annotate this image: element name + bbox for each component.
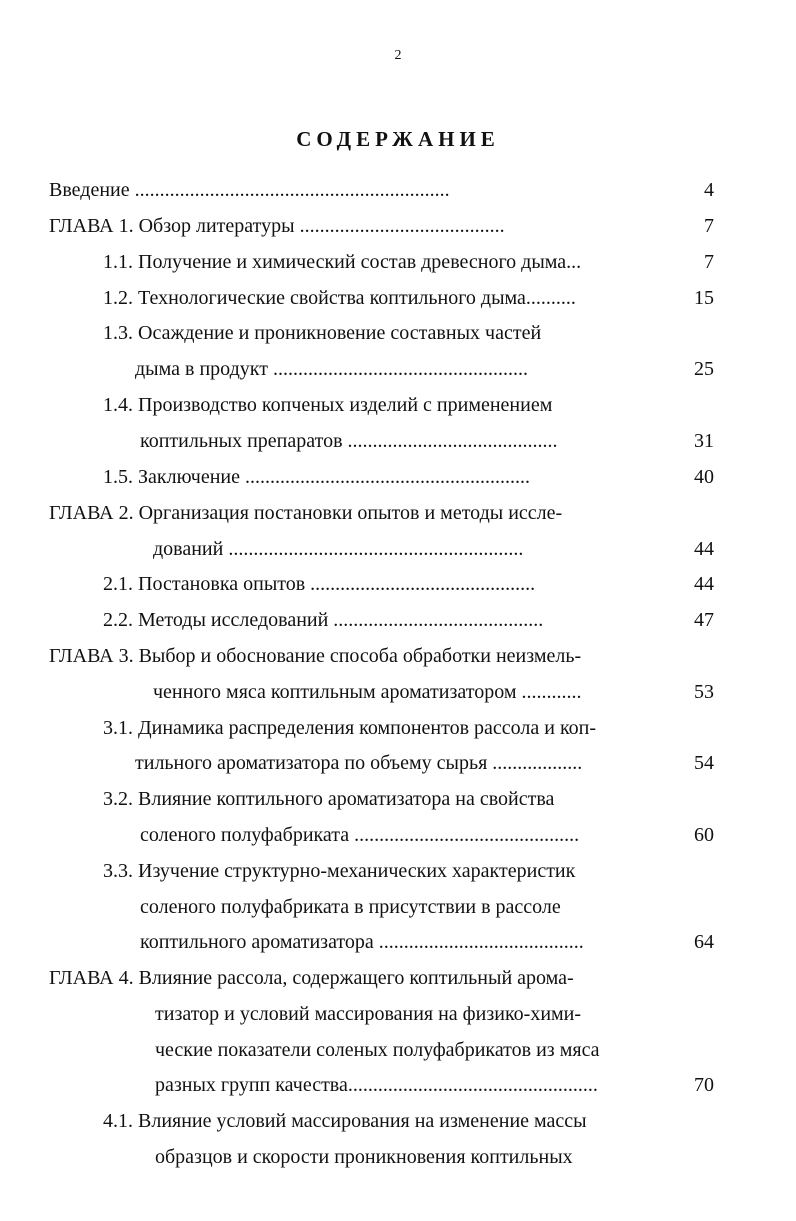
toc-entry: ГЛАВА 1. Обзор литературы ......................................... (49, 215, 505, 237)
toc-entry: 2.1. Постановка опытов ............................................. (103, 573, 536, 595)
page-title: СОДЕРЖАНИЕ (296, 127, 500, 151)
toc-page: 7 (704, 215, 714, 237)
toc-entry: соленого полуфабриката ............................................. (140, 824, 580, 846)
toc-entry: образцов и скорости проникновения коптильных (155, 1146, 573, 1168)
toc-entry: 3.2. Влияние коптильного ароматизатора на свойства (103, 788, 555, 810)
toc-entry: дований ........................................................... (153, 538, 524, 560)
toc-entry: соленого полуфабриката в присутствии в рассоле (140, 896, 561, 918)
toc-entry: 1.5. Заключение ......................................................... (103, 466, 530, 488)
toc-entry: 4.1. Влияние условий массирования на изменение массы (103, 1110, 587, 1132)
toc-page: 25 (694, 358, 714, 380)
toc-page: 31 (694, 430, 714, 452)
toc-entry: 3.3. Изучение структурно-механических характеристик (103, 860, 576, 882)
toc-page: 60 (694, 824, 714, 846)
toc-entry: тильного ароматизатора по объему сырья .................. (135, 752, 583, 774)
toc-page: 64 (694, 931, 714, 953)
toc-page: 44 (694, 573, 714, 595)
toc-page: 53 (694, 681, 714, 703)
toc-entry: ченного мяса коптильным ароматизатором ............ (153, 681, 582, 703)
toc-page: 70 (694, 1074, 714, 1096)
toc-entry: разных групп качества.................................................. (155, 1074, 598, 1096)
toc-page: 4 (704, 179, 714, 201)
toc-entry: Введение ............................................................... (49, 179, 450, 201)
page-number: 2 (394, 48, 402, 63)
toc-page: 44 (694, 538, 714, 560)
toc-entry: 1.4. Производство копченых изделий с применением (103, 394, 553, 416)
toc-entry: коптильного ароматизатора ......................................... (140, 931, 584, 953)
toc-entry: ГЛАВА 4. Влияние рассола, содержащего коптильный арома- (49, 967, 574, 989)
toc-entry: ГЛАВА 3. Выбор и обоснование способа обработки неизмель- (49, 645, 582, 667)
toc-page: 54 (694, 752, 714, 774)
toc-entry: 3.1. Динамика распределения компонентов рассола и коп- (103, 717, 597, 739)
toc-page: 7 (704, 251, 714, 273)
toc-entry: дыма в продукт ................................................... (135, 358, 528, 380)
toc-entry: 1.3. Осаждение и проникновение составных частей (103, 322, 542, 344)
toc-entry: 2.2. Методы исследований .......................................... (103, 609, 544, 631)
toc-entry: ГЛАВА 2. Организация постановки опытов и методы иссле- (49, 502, 563, 524)
toc-entry: 1.2. Технологические свойства коптильного дыма.......... (103, 287, 576, 309)
toc-entry: коптильных препаратов .......................................... (140, 430, 558, 452)
toc-page: 47 (694, 609, 714, 631)
toc-entry: 1.1. Получение и химический состав древесного дыма... (103, 251, 582, 273)
toc-page: 40 (694, 466, 714, 488)
toc-entry: тизатор и условий массирования на физико-хими- (155, 1003, 582, 1025)
toc-entry: ческие показатели соленых полуфабрикатов из мяса (155, 1039, 600, 1061)
toc-page: 15 (694, 287, 714, 309)
